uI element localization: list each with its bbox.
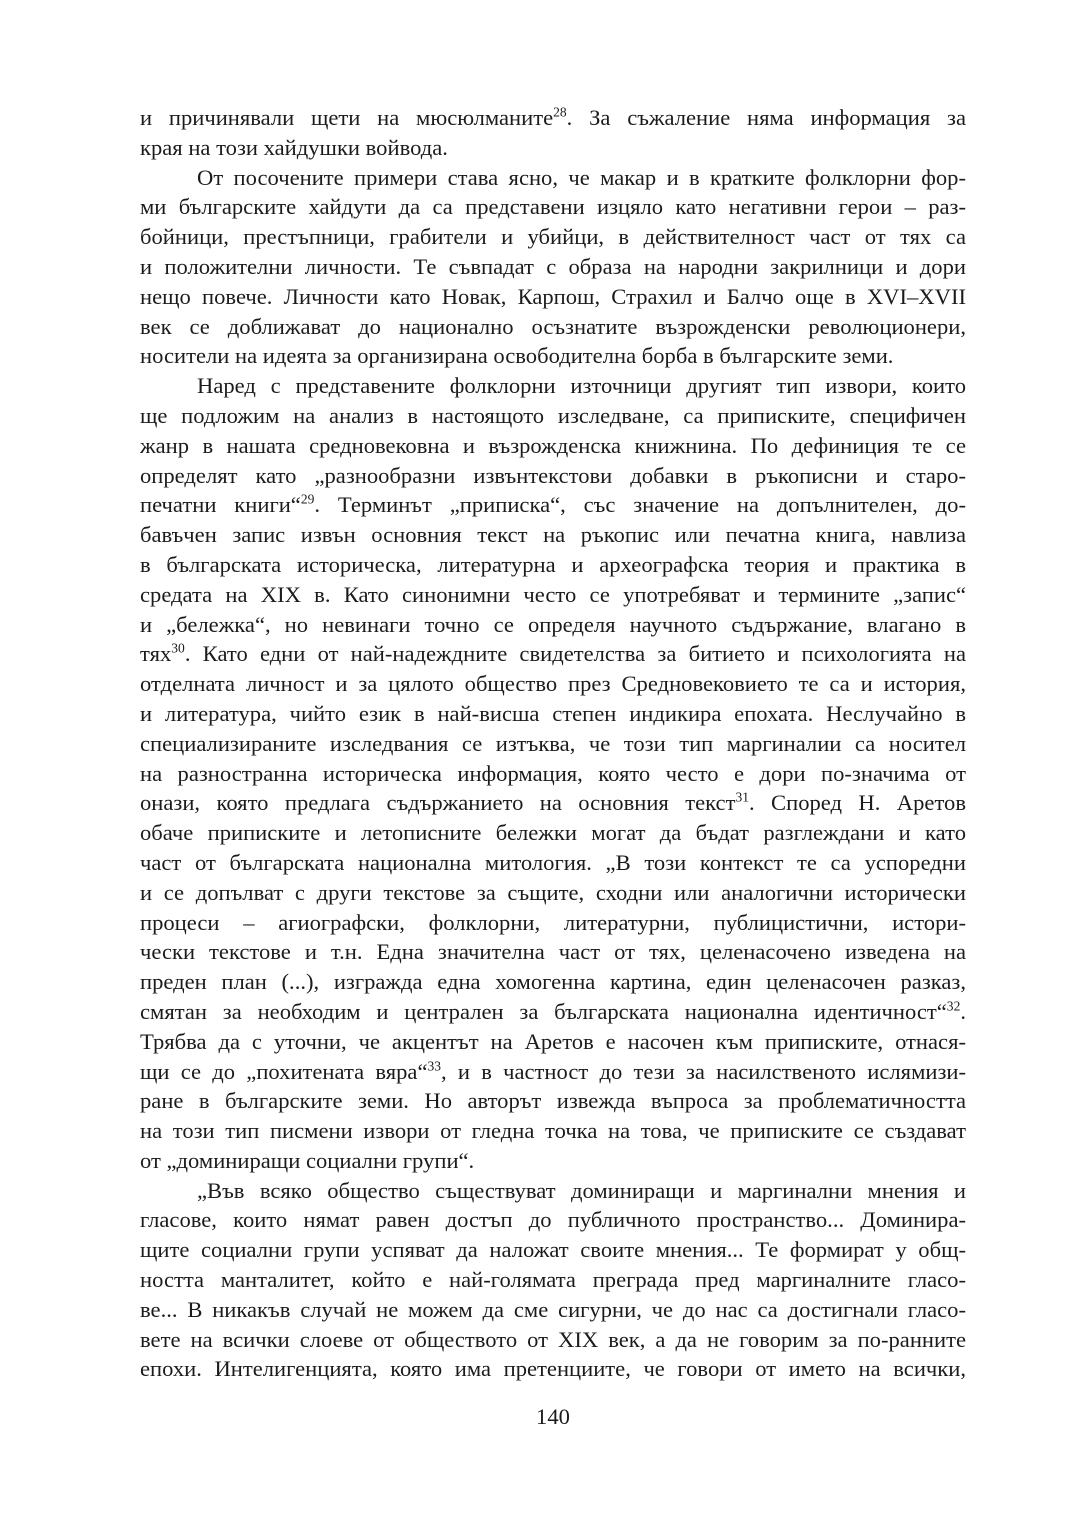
footnote-marker: 28 xyxy=(553,104,567,120)
text-line: на разностранна историческа информация, която често е дори по-значима от xyxy=(140,760,966,786)
text-line: „Във всяко общество съществуват доминиращи и маргинални мнения и xyxy=(197,1177,966,1203)
text-line: носители на идеята за организирана освободителна борба в българските земи. xyxy=(140,343,894,369)
text-line: на този тип писмени извори от гледна точка на това, че приписките се създават xyxy=(140,1118,966,1144)
text-line: ми българските хайдути да са представени изцяло като негативни герои – раз- xyxy=(140,194,966,220)
text-line: обаче приписките и летописните бележки могат да бъдат разглеждани и като xyxy=(140,820,966,846)
text-line: смятан за необходим и централен за българската национална идентичност“$^{32}$. xyxy=(140,998,966,1024)
text-line: жанр в нашата средновековна и възрожденска книжнина. По дефиниция те се xyxy=(140,432,966,458)
text-line: щите социални групи успяват да наложат своите мнения... Те формират у общ- xyxy=(140,1237,966,1263)
text-line: ве... В никакъв случай не можем да сме сигурни, че до нас са достигнали гласо- xyxy=(140,1296,966,1322)
footnote-marker: 30 xyxy=(171,640,185,656)
text-line: и „бележка“, но невинаги точно се определя научното съдържание, влагано в xyxy=(140,611,966,637)
text-line: вете на всички слоеве от обществото от XIX век, а да не говорим за по-ранните xyxy=(140,1326,966,1352)
text-line: печатни книги“$^{29}$. Терминът „приписка“, със значение на допълнителен, до- xyxy=(140,491,966,518)
text-line: част от българската национална митология. „В този контекст те са успоредни xyxy=(140,849,966,875)
text-line: и литература, чийто език в най-висша степен индикира епохата. Неслучайно в xyxy=(140,700,966,726)
text-line: нещо повече. Личности като Новак, Карпош, Страхил и Балчо още в XVI–XVII xyxy=(140,283,966,309)
text-line: бавъчен запис извън основния текст на ръкопис или печатна книга, навлиза xyxy=(140,522,966,548)
footnote-marker: 33 xyxy=(427,1057,442,1073)
text-line: Наред с представените фолклорни източници другият тип извори, които xyxy=(197,373,966,399)
text-line: Трябва да с уточни, че акцентът на Аретов е насочен към приписките, отнася- xyxy=(140,1028,966,1054)
text-line: средата на XIX в. Като синонимни често се употребяват и термините „запис“ xyxy=(140,581,966,607)
page-number: 140 xyxy=(536,1404,570,1429)
text-block xyxy=(140,103,966,1384)
text-line: ността манталитет, който е най-голямата преграда пред маргиналните гласо- xyxy=(140,1267,966,1293)
text-line: края на този хайдушки войвода. xyxy=(140,134,448,160)
text-line: и се допълват с други текстове за същите, сходни или аналогични исторически xyxy=(140,879,966,905)
footnote-marker: 29 xyxy=(300,491,315,507)
text-line: щи се до „похитената вяра“$^{33}$, и в частност до тези за насилственото ислямизи- xyxy=(140,1057,966,1084)
text-line: специализираните изследвания се изтъква, че този тип маргиналии са носител xyxy=(140,730,966,756)
text-line: век се доближават до национално осъзнатите възрожденски революционери, xyxy=(140,313,966,339)
text-line: отделната личност и за цялото общество през Средновековието те са и история, xyxy=(140,671,966,697)
text-line: и положителни личности. Те съвпадат с образа на народни закрилници и дори xyxy=(140,253,966,279)
text-line: чески текстове и т.н. Една значителна част от тях, целенасочено изведена на xyxy=(140,939,966,965)
text-line: и причинявали щети на мюсюлманите$^{28}$. За съжаление няма информация за xyxy=(140,104,966,130)
text-line: определят като „разнообразни извънтекстови добавки в ръкописни и старо- xyxy=(140,462,966,488)
text-line: ще подложим на анализ в настоящото изследване, са приписките, специфичен xyxy=(140,402,966,428)
text-line: От посочените примери става ясно, че макар и в кратките фолклорни фор- xyxy=(197,164,966,190)
footnote-marker: 32 xyxy=(946,998,961,1014)
text-line: от „доминиращи социални групи“. xyxy=(140,1147,475,1173)
text-line: преден план (...), изгражда една хомогенна картина, един целенасочен разказ, xyxy=(140,969,966,995)
text-line: бойници, престъпници, грабители и убийци, в действителност част от тях са xyxy=(140,224,966,250)
text-line: в българската историческа, литературна и археографска теория и практика в xyxy=(140,551,966,577)
text-line: ране в българските земи. Но авторът извежда въпроса за проблематичността xyxy=(140,1088,966,1114)
text-line: процеси – агиографски, фолклорни, литературни, публицистични, истори- xyxy=(140,909,966,935)
text-line: епохи. Интелигенцията, която има претенциите, че говори от името на всички, xyxy=(140,1356,966,1382)
text-line: онази, която предлага съдържанието на основния текст$^{31}$. Според Н. Аретов xyxy=(140,789,966,816)
footnote-marker: 31 xyxy=(735,789,749,805)
text-line: тях$^{30}$. Като едни от най-надеждните свидетелства за битието и психологията на xyxy=(140,640,966,667)
text-line: гласове, които нямат равен достъп до публичното пространство... Доминира- xyxy=(140,1207,966,1233)
